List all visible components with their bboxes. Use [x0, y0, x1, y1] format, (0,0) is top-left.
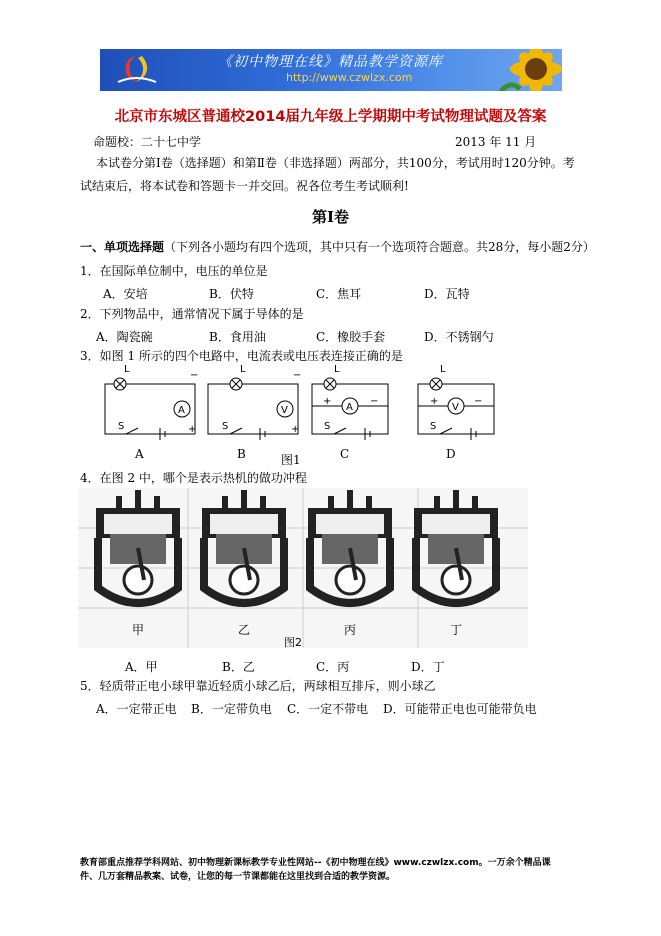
- plus-label-d: +: [430, 396, 439, 407]
- q2-option-b: B．食用油: [209, 330, 266, 344]
- figure-2-engines: [78, 488, 528, 648]
- intro-line-1: 本试卷分第Ⅰ卷（选择题）和第Ⅱ卷（非选择题）两部分，共100分，考试用时120分钟。考: [96, 156, 575, 170]
- lamp-label-a: L: [124, 364, 130, 375]
- q5-option-d: D．可能带正电也可能带负电: [383, 702, 537, 716]
- engine-label-bing: 丙: [344, 623, 357, 637]
- switch-label-c: S: [324, 421, 331, 432]
- q1-stem: 1．在国际单位制中，电压的单位是: [80, 264, 268, 278]
- q5-option-c: C．一定不带电: [287, 702, 369, 716]
- plus-label-a: +: [188, 424, 197, 435]
- banner-title: 《初中物理在线》精品教学资源库: [218, 54, 443, 70]
- circuit-label-a: A: [135, 447, 144, 461]
- lamp-label-d: L: [440, 364, 446, 375]
- q4-option-b: B．乙: [222, 660, 255, 674]
- q1-option-c: C．焦耳: [316, 287, 362, 301]
- intro-line-2: 试结束后，将本试卷和答题卡一并交回。祝各位考生考试顺利!: [80, 179, 409, 193]
- q3-stem: 3．如图 1 所示的四个电路中，电流表或电压表连接正确的是: [80, 349, 403, 363]
- site-banner: [100, 49, 562, 91]
- circuit-label-c: C: [340, 447, 350, 461]
- plus-label-b: +: [291, 424, 300, 435]
- switch-label-d: S: [430, 421, 437, 432]
- site-logo-icon: [106, 52, 166, 88]
- engine-label-yi: 乙: [238, 623, 251, 637]
- lamp-label-b: L: [240, 364, 246, 375]
- q5-option-a: A．一定带正电: [96, 702, 177, 716]
- engine-label-jia: 甲: [132, 623, 145, 637]
- section-heading: 第Ⅰ卷: [311, 208, 350, 226]
- banner-url[interactable]: http://www.czwlzx.com: [286, 71, 413, 84]
- part1-label: 一、单项选择题: [80, 240, 165, 254]
- minus-label-b: −: [293, 370, 302, 381]
- q2-option-c: C．橡胶手套: [316, 330, 386, 344]
- figure-1-caption: 图1: [281, 453, 301, 467]
- circuit-label-b: B: [237, 447, 246, 461]
- voltmeter-label-b: V: [281, 405, 288, 416]
- q5-option-b: B．一定带负电: [191, 702, 272, 716]
- school-label: 命题校：二十七中学: [93, 135, 202, 149]
- q2-option-d: D．不锈钢勺: [424, 330, 494, 344]
- sunflower-icon: [496, 49, 562, 91]
- minus-label-c: −: [370, 396, 379, 407]
- ammeter-label-a: A: [178, 405, 185, 416]
- q4-option-a: A．甲: [125, 660, 158, 674]
- q1-option-b: B．伏特: [209, 287, 254, 301]
- engine-label-ding: 丁: [450, 623, 463, 637]
- part1-description: （下列各小题均有四个选项，其中只有一个选项符合题意。共28分，每小题2分）: [164, 240, 595, 254]
- footer-line-2: 件、几万套精品教案、试卷，让您的每一节课都能在这里找到合适的教学资源。: [80, 872, 396, 882]
- switch-label-a: S: [118, 421, 125, 432]
- exam-date: 2013 年 11 月: [455, 135, 537, 149]
- q1-option-a: A．安培: [103, 287, 148, 301]
- ammeter-label-c: A: [346, 402, 353, 413]
- q2-stem: 2．下列物品中，通常情况下属于导体的是: [80, 307, 304, 321]
- q4-option-c: C．丙: [316, 660, 350, 674]
- minus-label-a: −: [190, 370, 199, 381]
- q4-option-d: D．丁: [411, 660, 445, 674]
- minus-label-d: −: [474, 396, 483, 407]
- q4-stem: 4．在图 2 中，哪个是表示热机的做功冲程: [80, 471, 307, 485]
- part1-heading: [80, 238, 595, 255]
- voltmeter-label-d: V: [452, 402, 459, 413]
- page-footer: [80, 856, 600, 884]
- lamp-label-c: L: [334, 364, 340, 375]
- q1-option-d: D．瓦特: [424, 287, 470, 301]
- figure-2-caption: 图2: [284, 636, 302, 648]
- plus-label-c: +: [323, 396, 332, 407]
- footer-line-1: 教育部重点推荐学科网站、初中物理新课标教学专业性网站--《初中物理在线》www.czwlzx.com。一万余个精品课: [80, 858, 551, 868]
- circuit-label-d: D: [446, 447, 456, 461]
- q5-stem: 5．轻质带正电小球甲靠近轻质小球乙后，两球相互排斥，则小球乙: [80, 679, 436, 693]
- switch-label-b: S: [222, 421, 229, 432]
- document-title: 北京市东城区普通校2014届九年级上学期期中考试物理试题及答案: [114, 109, 547, 125]
- q2-option-a: A．陶瓷碗: [96, 330, 153, 344]
